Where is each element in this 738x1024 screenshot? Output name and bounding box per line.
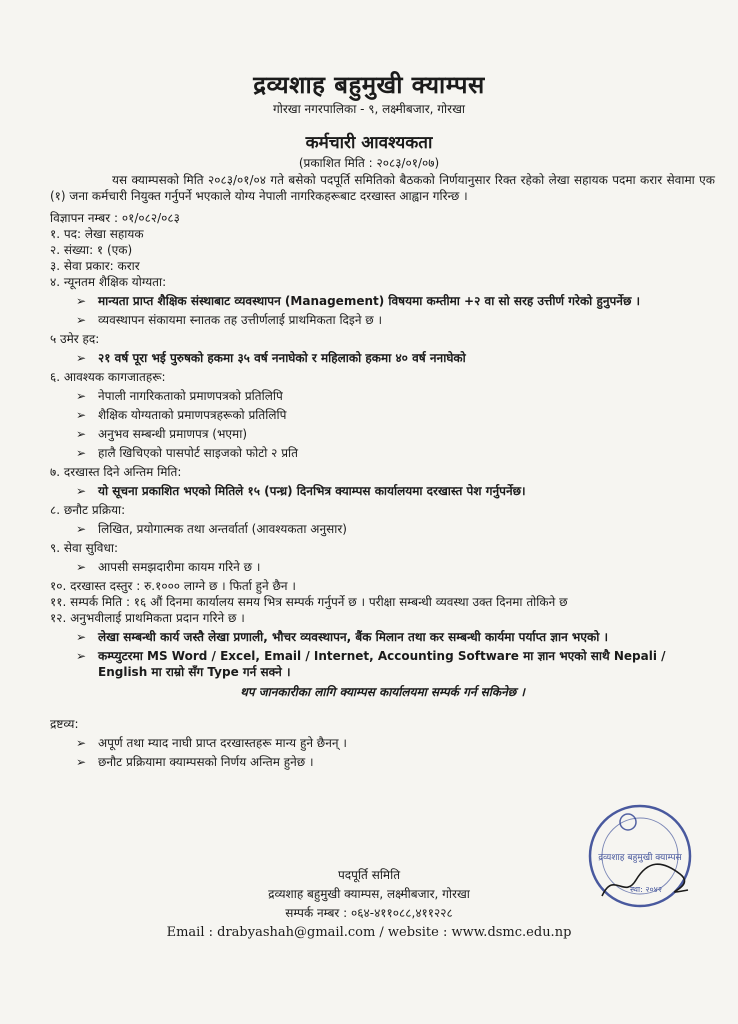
list-item: ➢ लिखित, प्रयोगात्मक तथा अन्तर्वार्ता (आवश्यकता अनुसार) (76, 522, 347, 536)
arrow-bullet-icon: ➢ (76, 630, 87, 644)
campus-stamp-icon (584, 800, 696, 912)
arrow-bullet-icon: ➢ (76, 484, 87, 498)
list-item: ➢ आपसी समझदारीमा कायम गरिने छ । (76, 560, 261, 574)
footer-phone: सम्पर्क नम्बर : ०६४-४११०८८,४११२२८ (285, 906, 453, 920)
intro-paragraph: यस क्याम्पसको मिति २०८३/०१/०४ गते बसेको पदपूर्ति समितिको बैठकको निर्णयानुसार रिक्त रहेको लेखा सहायक पदमा करार सेवामा एक (१) जना कर्मचारी नियुक्त गर्नुपर्ने भएकाले योग्य नेपाली नागरिकहरूबाट दरखास्त आह्वान गरिन्छ । (50, 173, 715, 203)
arrow-bullet-icon: ➢ (76, 446, 87, 460)
list-item: ➢ अपूर्ण तथा म्याद नाघी प्राप्त दरखास्तहरू मान्य हुने छैनन् । (76, 736, 347, 750)
campus-address: गोरखा नगरपालिका - ९, लक्ष्मीबजार, गोरखा (272, 102, 465, 116)
notice-heading: कर्मचारी आवश्यकता (305, 133, 433, 153)
arrow-bullet-icon: ➢ (76, 351, 87, 365)
stamp-year: स्था: २०४२ (629, 885, 663, 894)
list-item: ➢ मान्यता प्राप्त शैक्षिक संस्थाबाट व्यवस्थापन (Management) विषयमा कम्तीमा +२ वा सो सरह उत्तीर्ण गरेको हुनुपर्नेछ । (76, 294, 641, 308)
list-item: ➢ कम्प्युटरमा MS Word / Excel, Email / Internet, Accounting Software मा ज्ञान भएको साथै Nepali / English मा राम्रो सँग Type गर्न सक्ने । (76, 649, 666, 679)
item-docs-title: ६. आवश्यक कागजातहरू: (50, 370, 166, 384)
arrow-bullet-icon: ➢ (76, 560, 87, 574)
notes-label: द्रष्टव्य: (50, 717, 79, 731)
list-item: ➢ अनुभव सम्बन्धी प्रमाणपत्र (भएमा) (76, 427, 248, 441)
arrow-bullet-icon: ➢ (76, 408, 87, 422)
item-count: २. संख्या: १ (एक) (50, 243, 133, 257)
list-item: ➢ व्यवस्थापन संकायमा स्नातक तह उत्तीर्णलाई प्राथमिकता दिइने छ । (76, 313, 383, 327)
item-deadline-title: ७. दरखास्त दिने अन्तिम मिति: (50, 465, 182, 479)
stamp-text: द्रव्यशाह बहुमुखी क्याम्पस (598, 853, 682, 863)
arrow-bullet-icon: ➢ (76, 313, 87, 327)
arrow-bullet-icon: ➢ (76, 736, 87, 750)
item-experience-title: १२. अनुभवीलाई प्राथमिकता प्रदान गरिने छ । (50, 611, 245, 625)
arrow-bullet-icon: ➢ (76, 649, 87, 663)
campus-title: द्रव्यशाह बहुमुखी क्याम्पस (253, 71, 485, 99)
list-item: ➢ शैक्षिक योग्यताको प्रमाणपत्रहरूको प्रतिलिपि (76, 408, 287, 422)
list-item: ➢ नेपाली नागरिकताको प्रमाणपत्रको प्रतिलिपि (76, 389, 283, 403)
item-selection-title: ८. छनौट प्रक्रिया: (50, 503, 126, 517)
item-fee: १०. दरखास्त दस्तुर : रु.१००० लाग्ने छ । फिर्ता हुने छैन । (50, 579, 296, 593)
item-contact-date: ११. सम्पर्क मिति : १६ औं दिनमा कार्यालय समय भित्र सम्पर्क गर्नुपर्ने छ । परीक्षा सम्बन्धी व्यवस्था उक्त दिनमा तोकिने छ (50, 595, 568, 609)
arrow-bullet-icon: ➢ (76, 755, 87, 769)
item-facility-title: ९. सेवा सुविधा: (50, 541, 118, 555)
list-item: ➢ २१ वर्ष पूरा भई पुरुषको हकमा ३५ वर्ष ननाघेको र महिलाको हकमा ४० वर्ष ननाघेको (76, 351, 466, 365)
item-qualification-title: ४. न्यूनतम शैक्षिक योग्यता: (50, 275, 167, 289)
arrow-bullet-icon: ➢ (76, 427, 87, 441)
footer-campus-address: द्रव्यशाह बहुमुखी क्याम्पस, लक्ष्मीबजार, गोरखा (268, 887, 470, 901)
list-item: ➢ हालै खिचिएको पासपोर्ट साइजको फोटो २ प्रति (76, 446, 298, 460)
list-item: ➢ यो सूचना प्रकाशित भएको मितिले १५ (पन्ध्र) दिनभित्र क्याम्पस कार्यालयमा दरखास्त पेश गर्नुपर्नेछ। (76, 484, 526, 498)
committee-name: पदपूर्ति समिति (337, 868, 401, 882)
more-info-note: थप जानकारीका लागि क्याम्पस कार्यालयमा सम्पर्क गर्न सकिनेछ । (240, 685, 525, 699)
item-age-title: ५ उमेर हद: (50, 332, 100, 346)
notice-body (50, 172, 715, 773)
footer-email-website: Email : drabyashah@gmail.com / website : www.dsmc.edu.np (166, 925, 572, 940)
published-date: (प्रकाशित मिति : २०८३/०१/०७) (298, 156, 440, 170)
item-post: १. पद: लेखा सहायक (50, 227, 144, 241)
arrow-bullet-icon: ➢ (76, 294, 87, 308)
list-item: ➢ छनौट प्रक्रियामा क्याम्पसको निर्णय अन्तिम हुनेछ । (76, 755, 314, 769)
list-item: ➢ लेखा सम्बन्धी कार्य जस्तै लेखा प्रणाली, भौचर व्यवस्थापन, बैंक मिलान तथा कर सम्बन्धी कार्यमा पर्याप्त ज्ञान भएको । (76, 630, 609, 644)
ad-number: विज्ञापन नम्बर : ०१/०८२/०८३ (50, 211, 180, 225)
item-service-type: ३. सेवा प्रकार: करार (50, 259, 140, 273)
arrow-bullet-icon: ➢ (76, 522, 87, 536)
arrow-bullet-icon: ➢ (76, 389, 87, 403)
